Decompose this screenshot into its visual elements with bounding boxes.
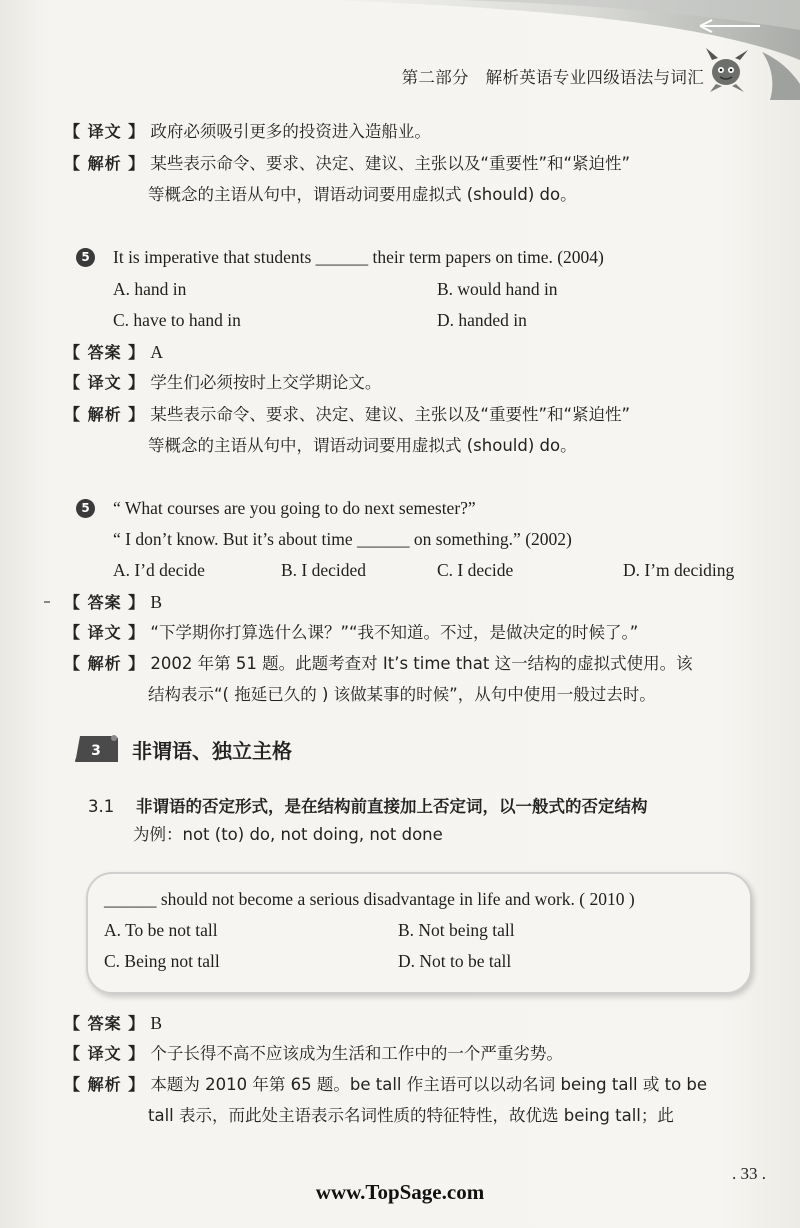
analysis-tag: 【 解析 】 <box>64 1075 146 1094</box>
answer-tag: 【 答案 】 <box>64 343 146 362</box>
option-a: A. hand in <box>113 279 187 299</box>
subsection-number: 3.1 <box>88 797 115 816</box>
analysis-text-line1: 某些表示命令、要求、决定、建议、主张以及“重要性”和“紧迫性” <box>150 405 631 424</box>
translation-tag: 【 译文 】 <box>64 373 146 392</box>
question-stem: It is imperative that students ______ their term papers on time. (2004) <box>113 247 604 267</box>
answer-tag: 【 答案 】 <box>64 593 146 612</box>
option-c: C. have to hand in <box>113 310 241 330</box>
analysis-tag: 【 解析 】 <box>64 405 146 424</box>
option-a: A. I’d decide <box>113 560 205 580</box>
analysis-tag: 【 解析 】 <box>64 654 146 673</box>
section-number: 3 <box>91 743 101 759</box>
analysis-text-line1: 2002 年第 51 题。此题考查对 It’s time that 这一结构的虚拟式使用。该 <box>150 654 693 673</box>
translation-row <box>64 371 381 395</box>
question-number-badge: 5 <box>76 248 95 267</box>
translation-tag: 【 译文 】 <box>64 623 146 642</box>
option-d: D. Not to be tall <box>398 951 512 971</box>
question-stem-line2: “ I don’t know. But it’s about time ______ on something.” (2002) <box>113 529 572 549</box>
translation-tag: 【 译文 】 <box>64 1044 146 1063</box>
page-number: . 33 . <box>732 1164 766 1183</box>
analysis-text-line2: 等概念的主语从句中，谓语动词要用虚拟式 (should) do。 <box>148 185 577 204</box>
option-d: D. handed in <box>437 310 527 330</box>
section-title: 非谓语、独立主格 <box>132 739 292 763</box>
analysis-text-line2: 等概念的主语从句中，谓语动词要用虚拟式 (should) do。 <box>148 436 577 455</box>
section-number-badge <box>74 734 118 764</box>
analysis-row <box>64 403 630 427</box>
answer-value: A <box>150 342 164 362</box>
subsection-text-line2: 为例：not (to) do, not doing, not done <box>133 825 443 844</box>
option-a: A. To be not tall <box>104 920 218 940</box>
option-b: B. Not being tall <box>398 920 515 940</box>
website-watermark: www.TopSage.com <box>315 1180 485 1204</box>
translation-text: 政府必须吸引更多的投资进入造船业。 <box>150 122 431 141</box>
mascot-icon <box>702 46 752 92</box>
header-title: 第二部分 解析英语专业四级语法与词汇 <box>401 68 704 87</box>
translation-text: “下学期你打算选什么课？”“我不知道。不过，是做决定的时候了。” <box>150 623 639 642</box>
analysis-tag: 【 解析 】 <box>64 154 146 173</box>
translation-row <box>64 120 431 144</box>
answer-row <box>64 1011 162 1036</box>
option-c: C. I decide <box>437 560 514 580</box>
analysis-text-line2: tall 表示，而此处主语表示名词性质的特征特性，故优选 being tall；此 <box>148 1106 674 1125</box>
option-c: C. Being not tall <box>104 951 220 971</box>
question-number-badge: 5 <box>76 499 95 518</box>
option-b: B. I decided <box>281 560 367 580</box>
translation-row <box>64 621 638 645</box>
translation-text: 学生们必须按时上交学期论文。 <box>150 373 382 392</box>
answer-value: B <box>150 592 163 612</box>
answer-row <box>64 590 162 615</box>
translation-text: 个子长得不高不应该成为生活和工作中的一个严重劣势。 <box>150 1044 563 1063</box>
subsection-heading-line1 <box>88 794 648 820</box>
analysis-row <box>64 152 630 176</box>
subsection-text-line1: 非谓语的否定形式，是在结构前直接加上否定词，以一般式的否定结构 <box>136 797 648 816</box>
analysis-text-line1: 本题为 2010 年第 65 题。be tall 作主语可以以动名词 being tall 或 to be <box>150 1075 708 1094</box>
question-stem: ______ should not become a serious disadvantage in life and work. ( 2010 ) <box>104 889 635 909</box>
translation-tag: 【 译文 】 <box>64 122 146 141</box>
answer-row <box>64 340 163 365</box>
analysis-text-line1: 某些表示命令、要求、决定、建议、主张以及“重要性”和“紧迫性” <box>150 154 631 173</box>
option-b: B. would hand in <box>437 279 558 299</box>
margin-mark <box>44 601 50 603</box>
analysis-row <box>64 652 693 676</box>
answer-value: B <box>150 1013 163 1033</box>
answer-tag: 【 答案 】 <box>64 1014 146 1033</box>
translation-row <box>64 1042 563 1066</box>
option-d: D. I’m deciding <box>623 560 735 580</box>
analysis-row <box>64 1073 707 1097</box>
question-stem-line1: “ What courses are you going to do next semester?” <box>113 498 476 518</box>
analysis-text-line2: 结构表示“( 拖延已久的 ) 该做某事的时候”，从句中使用一般过去时。 <box>148 685 656 704</box>
